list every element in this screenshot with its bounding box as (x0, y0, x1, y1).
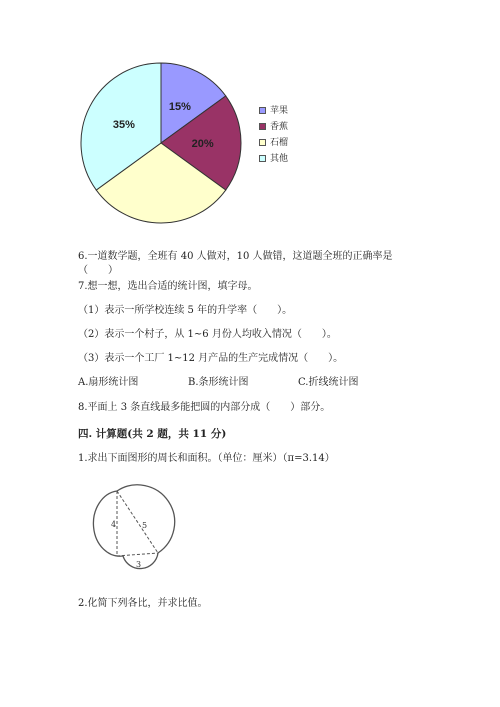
question-7-item-2: （2）表示一个村子，从 1~6 月份人均收入情况（ ）。 (78, 329, 337, 340)
legend-swatch (259, 107, 266, 114)
geometry-figure (80, 482, 200, 582)
question-7-item-1: （1）表示一所学校连续 5 年的升学率（ ）。 (78, 305, 293, 316)
section-4-question-2: 2.化简下列各比，并求比值。 (78, 598, 208, 609)
option-c: C.折线统计图 (298, 377, 359, 388)
pie-chart (0, 0, 500, 240)
left-arc (93, 491, 123, 556)
slice-label: 15% (168, 100, 191, 113)
question-7-title: 7.想一想，选出合适的统计图，填字母。 (78, 281, 258, 292)
label-side-5: 5 (142, 521, 148, 530)
legend-swatch (259, 123, 266, 130)
legend-label: 石榴 (270, 138, 289, 148)
option-b: B.条形统计图 (188, 377, 249, 388)
question-8-text: 8.平面上 3 条直线最多能把圆的内部分成（ ）部分。 (78, 402, 331, 413)
slice-label: 35% (112, 119, 135, 132)
question-7-item-3: （3）表示一个工厂 1~12 月产品的生产完成情况（ ）。 (78, 353, 344, 364)
right-arc (117, 485, 175, 553)
side-3 (117, 553, 158, 556)
label-side-3: 3 (136, 560, 142, 569)
label-side-4: 4 (111, 520, 117, 529)
legend-swatch (259, 139, 266, 146)
section-4-question-1: 1.求出下面图形的周长和面积。（单位：厘米）（π=3.14） (78, 453, 335, 464)
legend-label: 其他 (270, 154, 289, 164)
side-5 (117, 491, 158, 553)
chart-legend (259, 104, 319, 168)
section-4-heading: 四. 计算题(共 2 题，共 11 分) (78, 428, 227, 440)
slice-label: 20% (191, 138, 214, 150)
legend-label: 苹果 (270, 106, 289, 116)
question-6-text: 6.一道数学题，全班有 40 人做对，10 人做错，这道题全班的正确率是 (78, 251, 393, 262)
question-6-blank: （ ） (78, 265, 118, 276)
legend-label: 香蕉 (270, 122, 289, 132)
legend-swatch (259, 155, 266, 162)
option-a: A.扇形统计图 (78, 377, 139, 388)
question-7-options (78, 376, 418, 390)
